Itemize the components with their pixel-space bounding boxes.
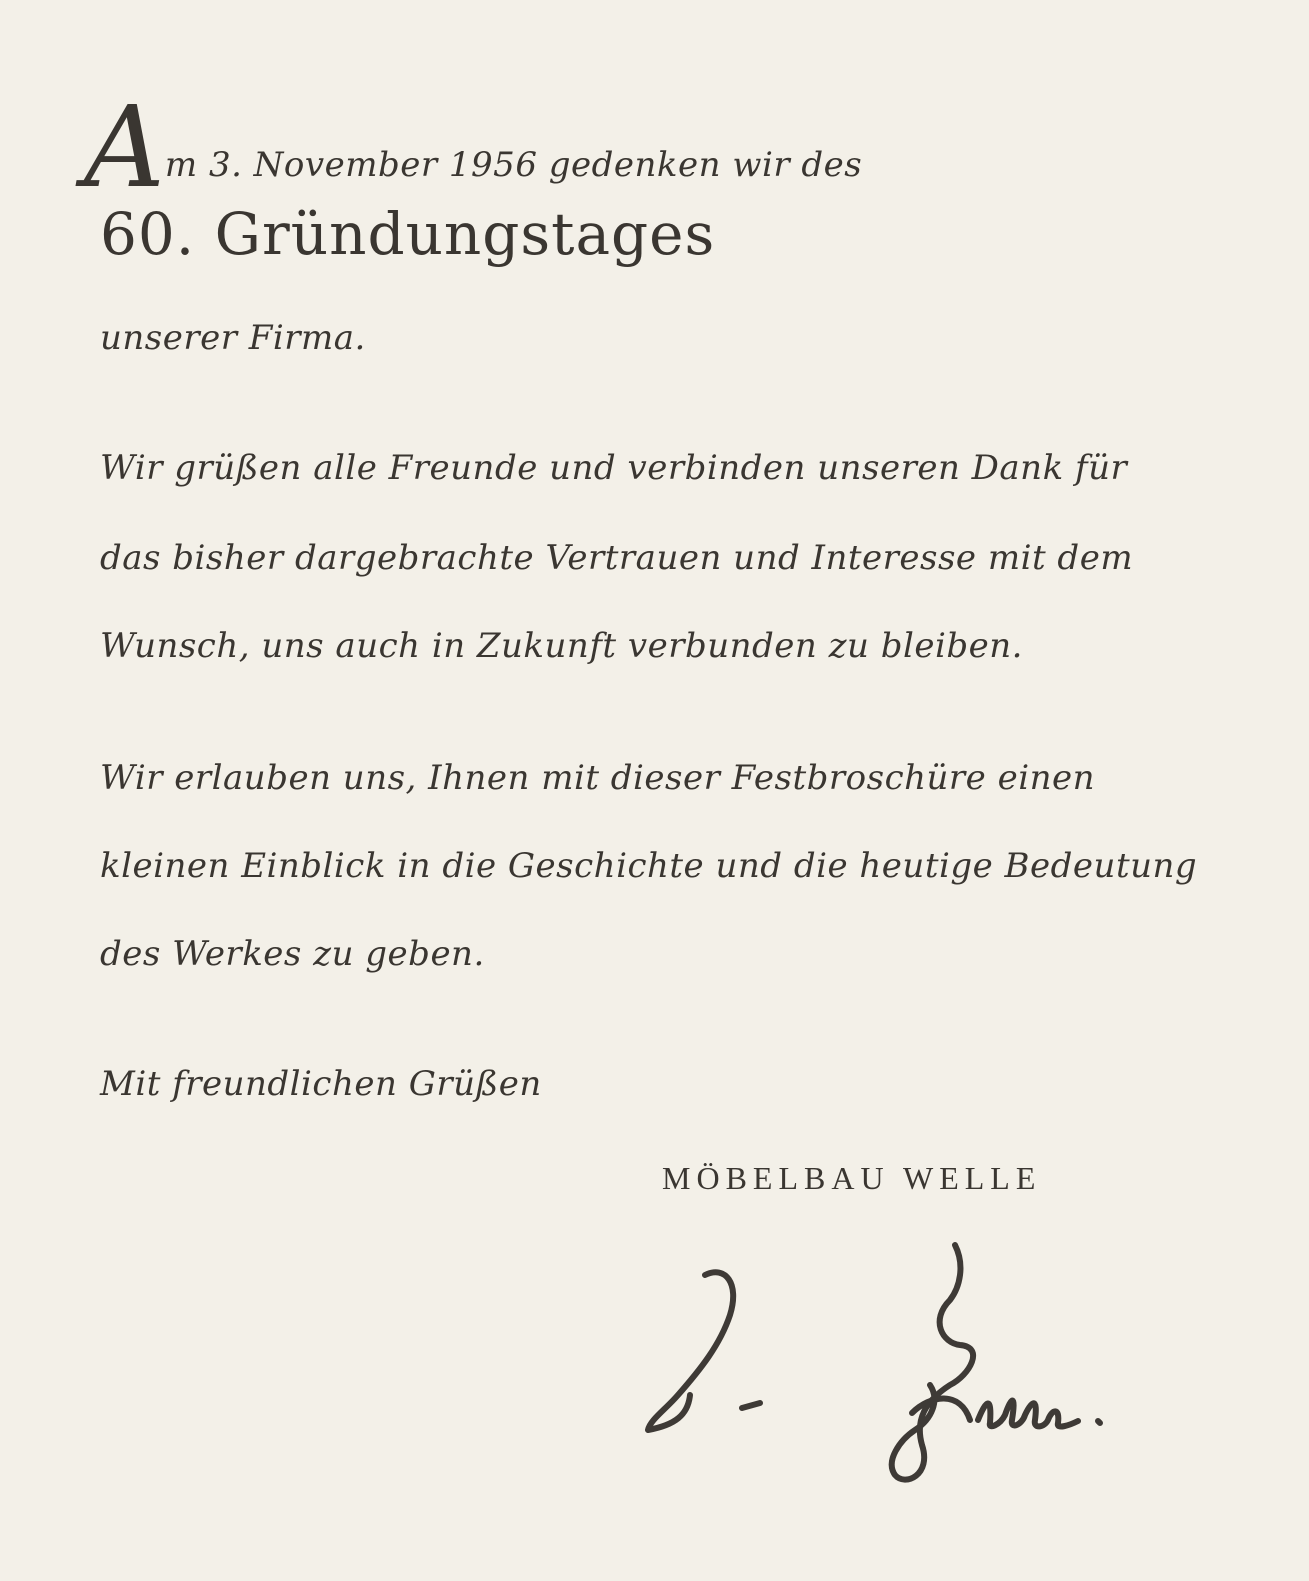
initial-letter: A <box>84 83 163 213</box>
intro-text: m 3. November 1956 gedenken wir des <box>164 145 863 185</box>
paragraph1-line2: das bisher dargebrachte Vertrauen und Interesse mit dem <box>100 538 1134 578</box>
paragraph2-line3: des Werkes zu geben. <box>100 934 485 974</box>
company-line: unserer Firma. <box>100 318 366 358</box>
paragraph2-line1: Wir erlauben uns, Ihnen mit dieser Festbroschüre einen <box>100 758 1096 798</box>
paragraph1-line3: Wunsch, uns auch in Zukunft verbunden zu bleiben. <box>100 626 1023 666</box>
handwritten-signature <box>630 1225 1150 1515</box>
anniversary-heading: 60. Gründungstages <box>100 200 716 268</box>
paragraph2-line2: kleinen Einblick in die Geschichte und die heutige Bedeutung <box>100 846 1198 886</box>
closing-line: Mit freundlichen Grüßen <box>100 1064 542 1104</box>
paragraph1-line1: Wir grüßen alle Freunde und verbinden unseren Dank für <box>100 448 1128 488</box>
company-name: MÖBELBAU WELLE <box>662 1160 1042 1196</box>
intro-line <box>84 83 863 213</box>
